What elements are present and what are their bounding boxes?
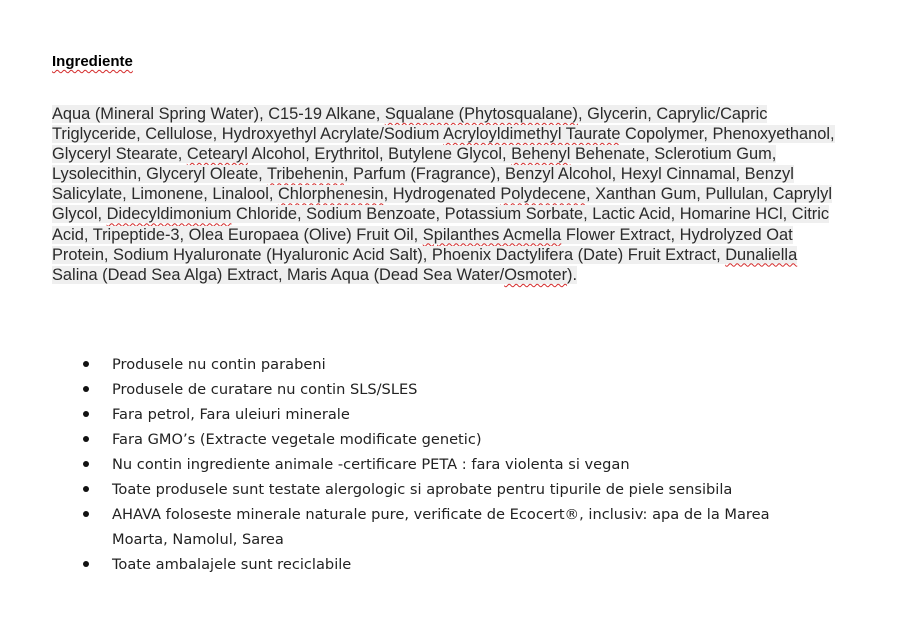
ingredients-text: , Glycerin, Caprylic/Capric Triglyceride, Cellulose, Hydroxyethyl Acrylate/Sodium <box>52 105 768 144</box>
features-list <box>0 352 903 577</box>
list-item <box>0 552 903 577</box>
ingredients-text: , Xanthan Gum, Pullulan, Caprylyl Glycol, <box>52 185 832 224</box>
list-item <box>0 402 903 427</box>
ingredients-paragraph <box>52 104 842 285</box>
list-item-text: Toate ambalajele sunt reciclabile <box>112 556 352 573</box>
ingredients-text: Salina (Dead Sea Alga) Extract, Maris Aqua (Dead Sea Water/ <box>52 265 505 284</box>
ingredients-text: , Hydrogenated <box>383 185 501 204</box>
spellcheck-word: Polydecene <box>500 185 586 204</box>
list-item <box>0 477 903 502</box>
list-item-text: Fara GMO’s (Extracte vegetale modificate genetic) <box>112 431 482 448</box>
ingredients-text: , Parfum (Fragrance), Benzyl Alcohol, Hexyl Cinnamal, Benzyl Salicylate, Limonene, Linalool, <box>52 165 794 204</box>
ingredients-text: Chloride, Sodium Benzoate, Potassium Sorbate, Lactic Acid, Homarine HCl, Citric Acid, Tripeptide-3, Olea Europaea (Olive) Fruit Oil, <box>52 205 830 244</box>
list-item-text: Nu contin ingrediente animale -certificare PETA : fara violenta si vegan <box>112 456 630 473</box>
spellcheck-word: Cetearyl <box>186 145 248 164</box>
section-heading: Ingrediente <box>52 53 133 70</box>
spellcheck-word: Chlorphenesin <box>277 185 384 204</box>
list-item-text: Toate produsele sunt testate alergologic si aprobate pentru tipurile de piele sensibila <box>112 481 733 498</box>
ingredients-text: Behenate, Sclerotium Gum, Lysolecithin, Glyceryl Oleate, <box>52 145 777 184</box>
ingredients-text: Flower Extract, Hydrolyzed Oat Protein, Sodium Hyaluronate (Hyaluronic Acid Salt), Phoenix Dactylifera (Date) Fruit Extract, <box>52 225 793 264</box>
spellcheck-word: Acryloyldimethyl Taurate <box>443 125 621 144</box>
ingredients-text: Aqua (Mineral Spring Water), C15-19 Alkane, <box>52 105 385 123</box>
list-item <box>0 377 903 402</box>
ingredients-text: Copolymer, Phenoxyethanol, Glyceryl Stearate, <box>52 125 835 164</box>
ingredients-highlight <box>52 105 835 284</box>
list-item <box>0 352 903 377</box>
spellcheck-word: Spilanthes Acmella <box>422 225 562 244</box>
list-item-text: Produsele de curatare nu contin SLS/SLES <box>112 381 418 398</box>
list-item-text: Fara petrol, Fara uleiuri minerale <box>112 406 350 423</box>
spellcheck-word: Behenyl <box>511 145 571 164</box>
list-item <box>0 452 903 477</box>
ingredients-text: Alcohol, Erythritol, Butylene Glycol, <box>247 145 512 164</box>
spellcheck-word: Didecyldimonium <box>106 205 232 224</box>
spellcheck-word: Tribehenin <box>267 165 344 184</box>
list-item-text: Produsele nu contin parabeni <box>112 356 326 373</box>
list-item <box>0 502 903 552</box>
spellcheck-word: Squalane (Phytosqualane) <box>384 105 579 123</box>
list-item <box>0 427 903 452</box>
list-item-text: AHAVA foloseste minerale naturale pure, verificate de Ecocert®, inclusiv: apa de la Marea Moarta, Namolul, Sarea <box>112 506 770 548</box>
spellcheck-word: Osmoter <box>504 265 568 284</box>
ingredients-text: ). <box>567 265 578 284</box>
spellcheck-word: Dunaliella <box>725 245 798 264</box>
